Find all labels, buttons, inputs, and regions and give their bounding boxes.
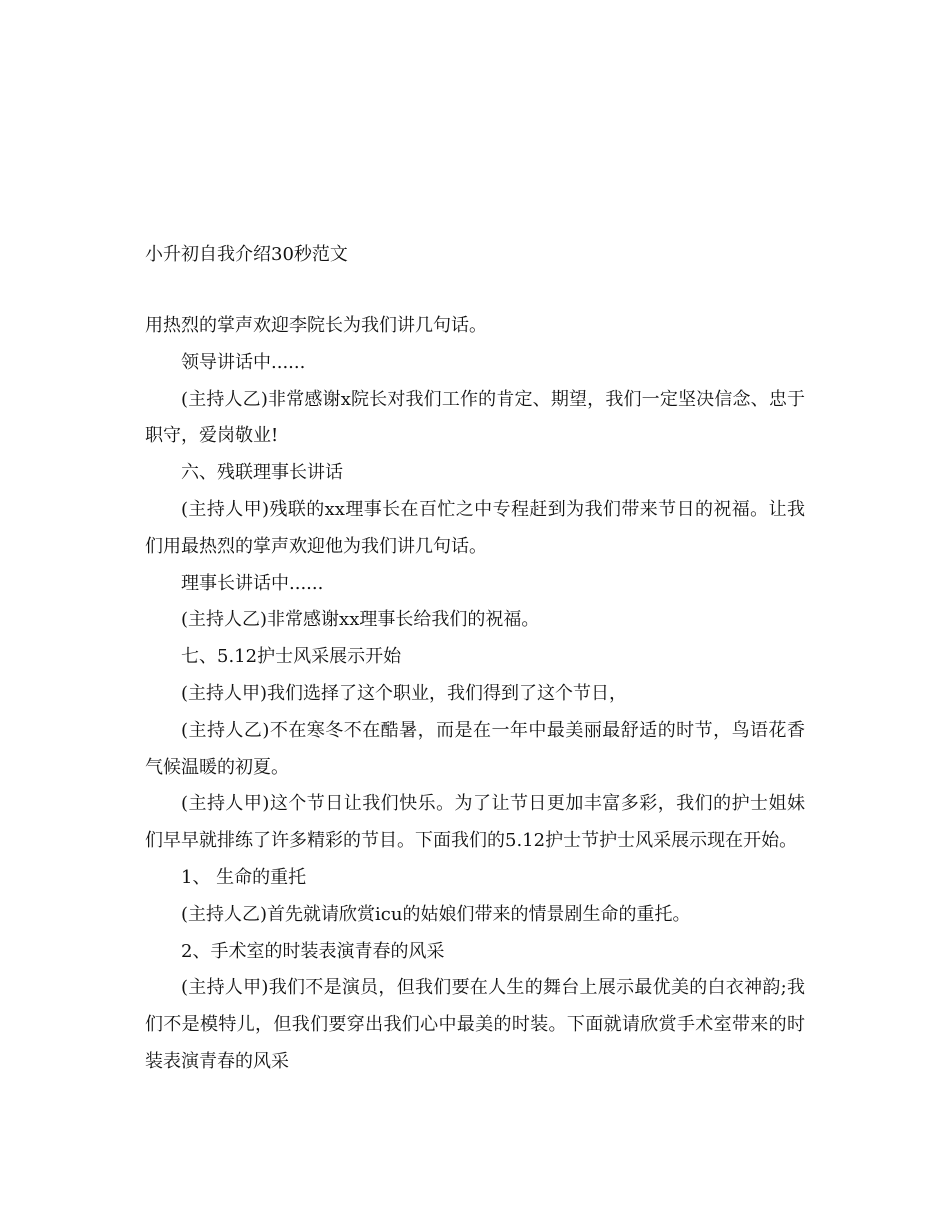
paragraph-welcome: 用热烈的掌声欢迎李院长为我们讲几句话。 — [145, 315, 487, 336]
document-title: 小升初自我介绍30秒范文 — [145, 244, 348, 265]
paragraph-chairman-speech: 理事长讲话中...... — [181, 572, 324, 594]
paragraph-host-a-fashion: (主持人甲)我们不是演员，但我们要在人生的舞台上展示最优美的白衣神韵;我们不是模特儿，但我们要穿出我们心中最美的时装。下面就请欣赏手术室带来的时装表演青春的风采 — [145, 977, 805, 1072]
list-item-life-entrustment: 1、 生命的重托 — [181, 866, 307, 888]
paragraph-host-b-icu: (主持人乙)首先就请欣赏icu的姑娘们带来的情景剧生命的重托。 — [181, 903, 691, 925]
section-heading-seven: 七、5.12护士风采展示开始 — [181, 646, 402, 668]
paragraph-host-b-thanks-dean: (主持人乙)非常感谢x院长对我们工作的肯定、期望，我们一定坚决信念、忠于职守，爱岗敬业! — [145, 388, 805, 447]
paragraph-host-a-profession: (主持人甲)我们选择了这个职业，我们得到了这个节日， — [181, 682, 628, 704]
document-body — [145, 308, 805, 1081]
paragraph-leader-speech: 领导讲话中...... — [181, 351, 306, 373]
paragraph-host-a-showcase: (主持人甲)这个节日让我们快乐。为了让节日更加丰富多彩，我们的护士姐妹们早早就排练了许多精彩的节目。下面我们的5.12护士节护士风采展示现在开始。 — [145, 793, 805, 852]
list-item-fashion-show: 2、手术室的时装表演青春的风采 — [181, 940, 445, 962]
section-heading-six: 六、残联理事长讲话 — [181, 462, 343, 484]
paragraph-host-b-season: (主持人乙)不在寒冬不在酷暑，而是在一年中最美丽最舒适的时节，鸟语花香气候温暖的初夏。 — [145, 719, 805, 778]
paragraph-host-b-thanks-chairman: (主持人乙)非常感谢xx理事长给我们的祝福。 — [181, 609, 540, 631]
paragraph-host-a-chairman-intro: (主持人甲)残联的xx理事长在百忙之中专程赶到为我们带来节日的祝福。让我们用最热烈的掌声欢迎他为我们讲几句话。 — [145, 498, 805, 557]
